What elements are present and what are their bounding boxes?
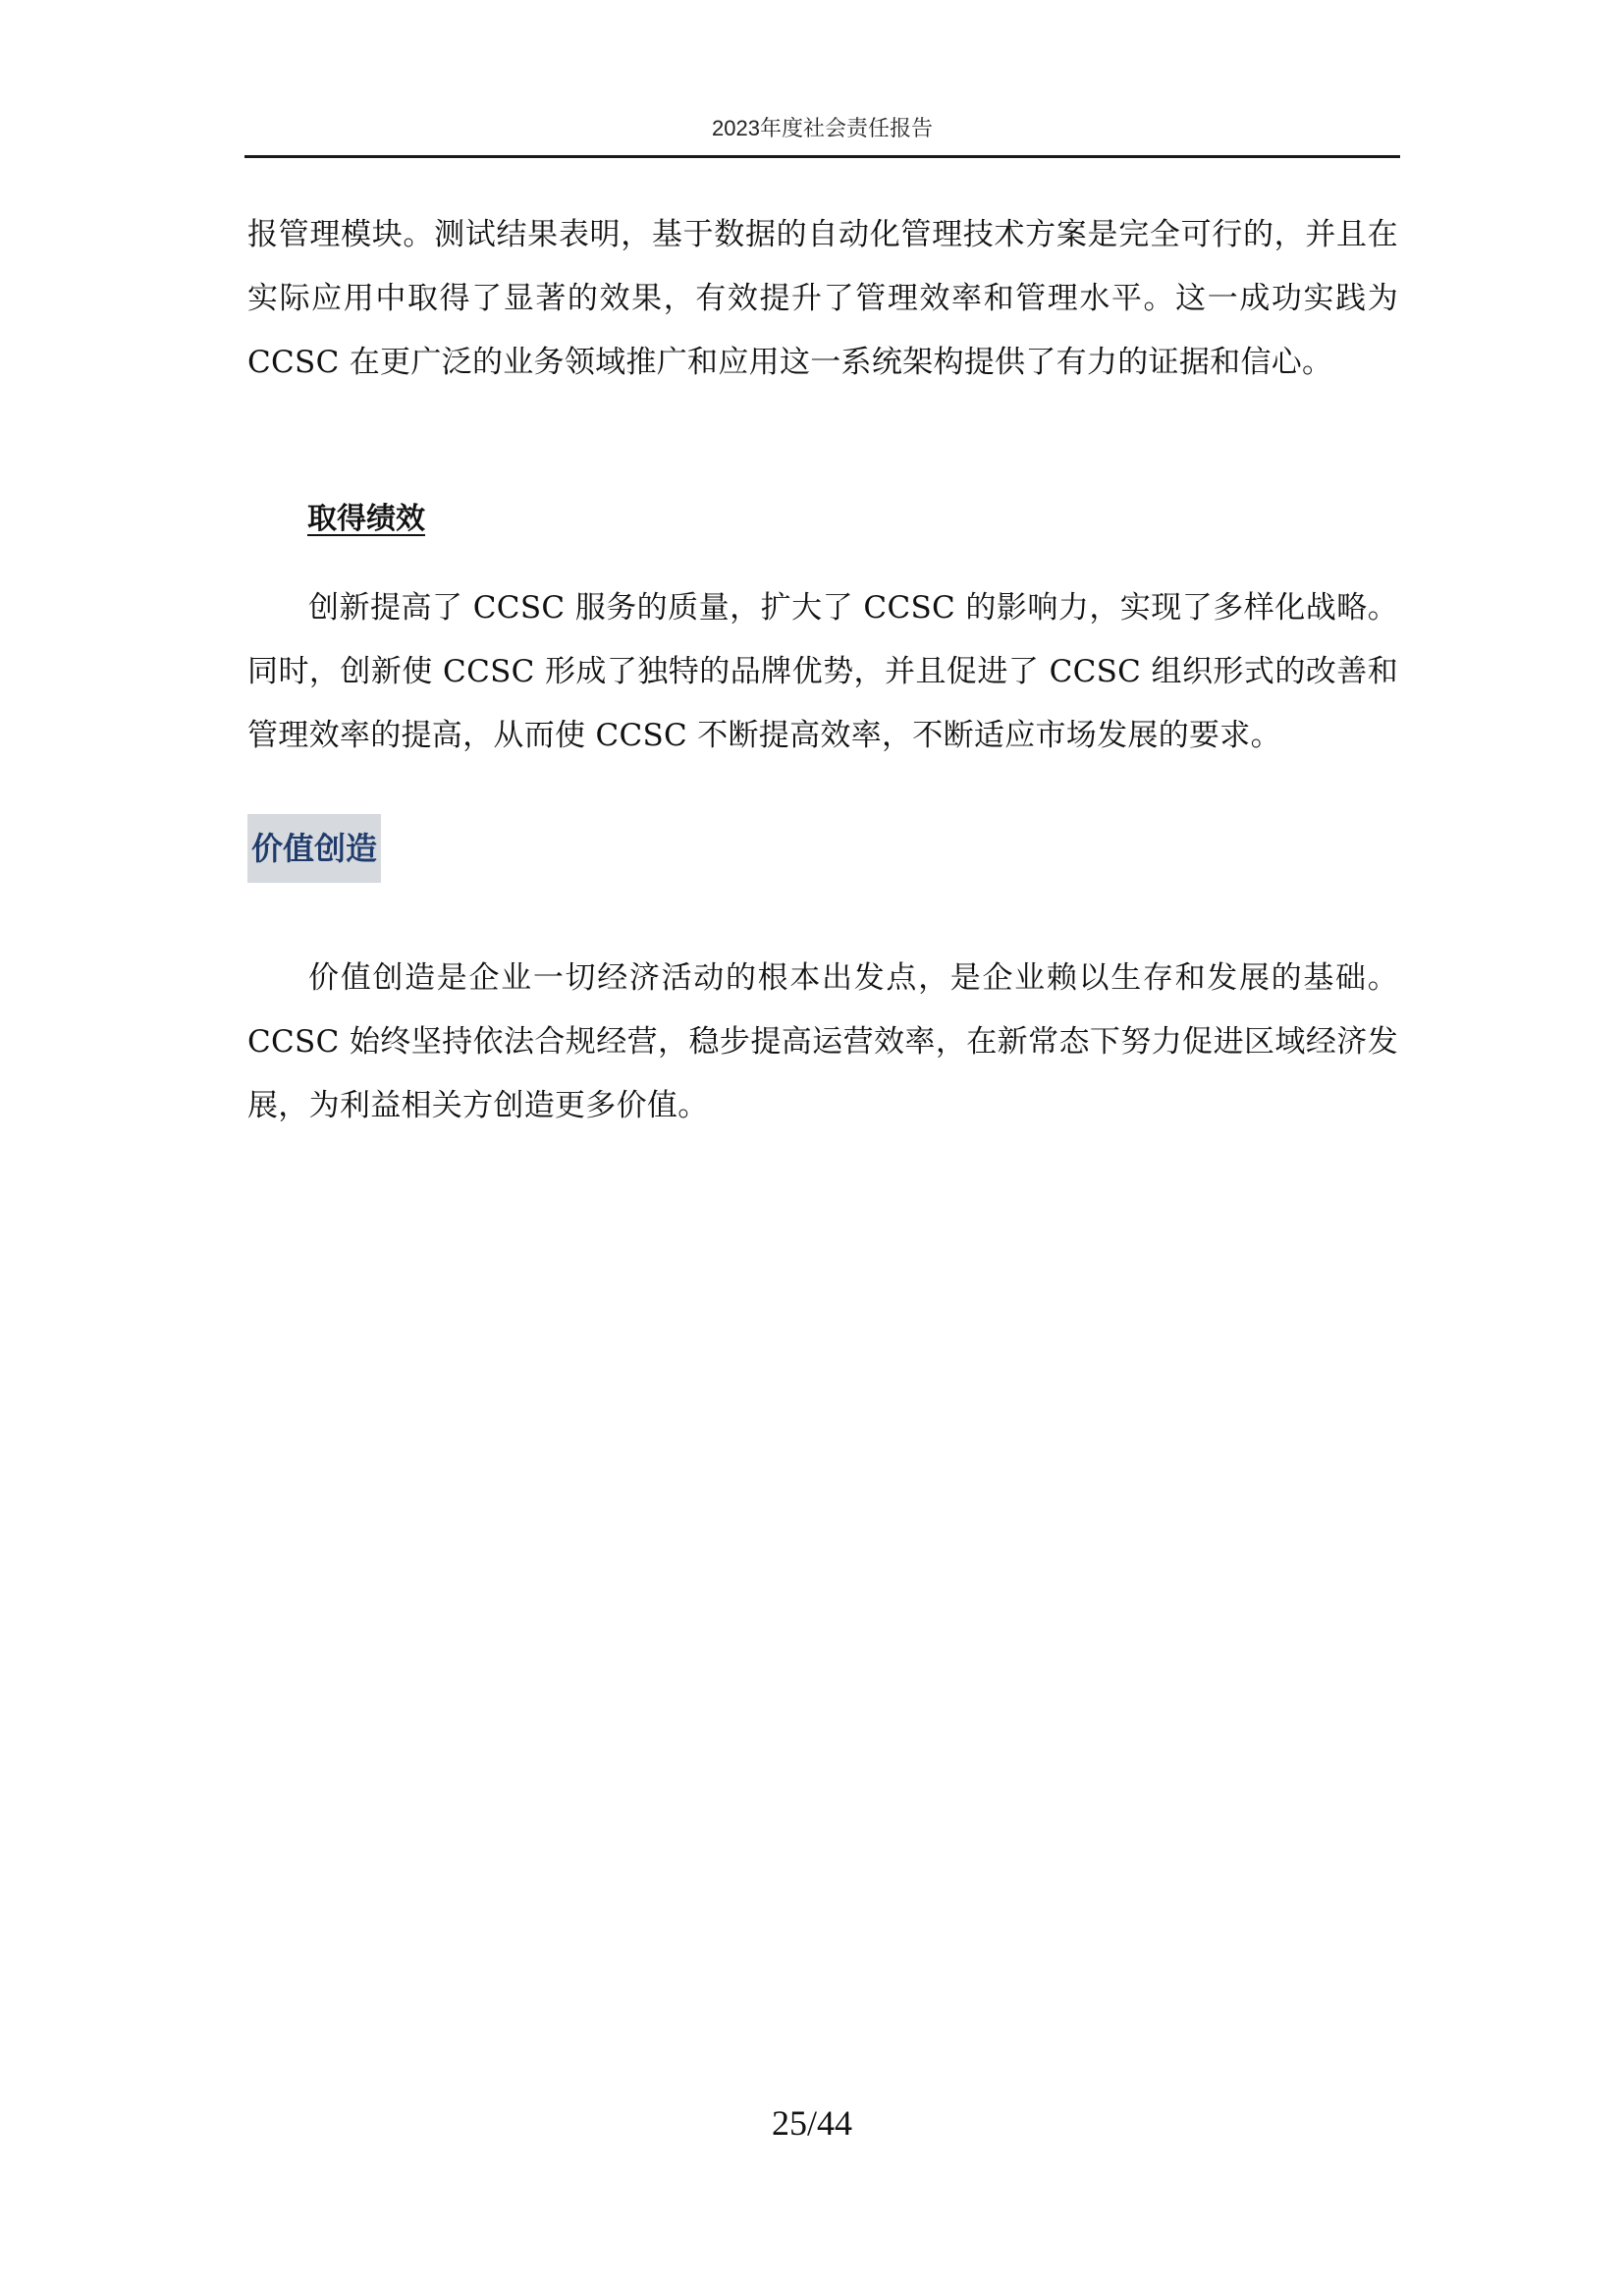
page-header [244,116,1400,158]
paragraph-continuation: 报管理模块。测试结果表明，基于数据的自动化管理技术方案是完全可行的，并且在实际应用中取得了显著的效果，有效提升了管理效率和管理水平。这一成功实践为 CCSC 在更广泛的业务领域推广和应用这一系统架构提供了有力的证据和信心。 [247,217,1398,380]
subheading-achievements: 取得绩效 [307,502,425,536]
report-title: 2023年度社会责任报告 [712,116,933,140]
page-number: 25/44 [771,2103,852,2143]
paragraph-achievements: 创新提高了 CCSC 服务的质量，扩大了 CCSC 的影响力，实现了多样化战略。同时，创新使 CCSC 形成了独特的品牌优势，并且促进了 CCSC 组织形式的改善和管理效率的提高，从而使 CCSC 不断提高效率，不断适应市场发展的要求。 [247,590,1398,753]
paragraph-value-creation: 价值创造是企业一切经济活动的根本出发点，是企业赖以生存和发展的基础。CCSC 始终坚持依法合规经营，稳步提高运营效率，在新常态下努力促进区域经济发展，为利益相关方创造更多价值。 [247,960,1398,1123]
section-heading-value-creation: 价值创造 [247,814,381,883]
